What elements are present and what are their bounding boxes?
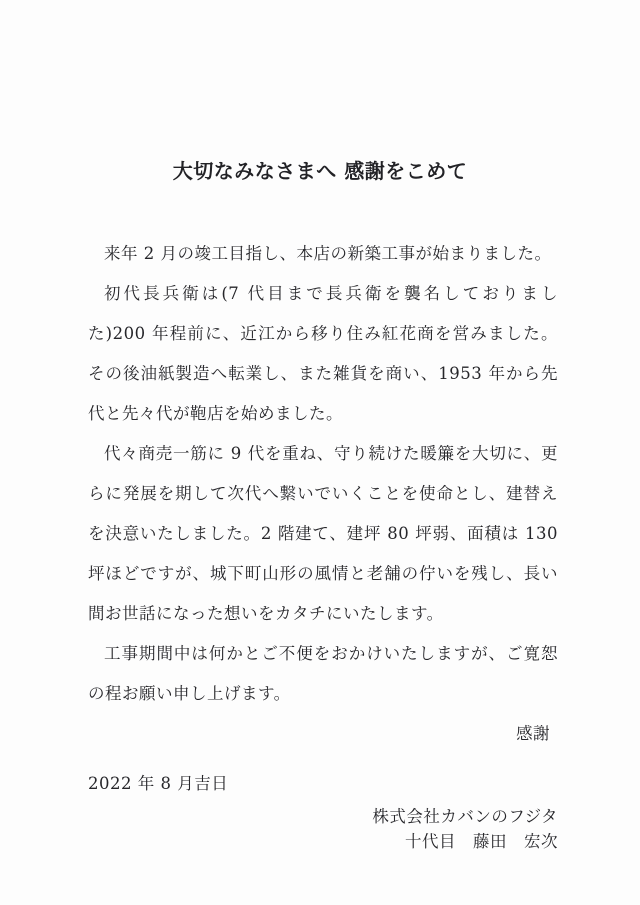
letter-body bbox=[88, 234, 558, 854]
paragraph-apology: 工事期間中は何かとご不便をおかけいたしますが、ご寛恕の程お願い申し上げます。 bbox=[88, 644, 558, 703]
paragraph-history: 初代長兵衛は(7 代目まで長兵衛を襲名しておりました)200 年程前に、近江から移り住み紅花商を営みました。その後油紙製造へ転業し、また雑貨を商い、1953 年から先代と先々代が鞄店を始めました。 bbox=[88, 284, 558, 423]
paragraph-rebuild-decision: 代々商売一筋に 9 代を重ね、守り続けた暖簾を大切に、更らに発展を期して次代へ繋いでいくことを使命とし、建替えを決意いたしました。2 階建て、建坪 80 坪弱、面積は 130 坪ほどですが、城下町山形の風情と老舗の佇いを残し、長い間お世話になった想いをカタチにいたします。 bbox=[88, 444, 558, 623]
company-name: 株式会社カバンのフジタ bbox=[372, 807, 558, 826]
letter-date: 2022 年 8 月吉日 bbox=[88, 774, 229, 793]
closing-word: 感謝 bbox=[516, 724, 550, 743]
paragraph-construction-start: 来年 2 月の竣工目指し、本店の新築工事が始まりました。 bbox=[104, 244, 552, 263]
letter-title: 大切なみなさまへ 感謝をこめて bbox=[172, 159, 468, 183]
signer-name: 十代目 藤田 宏次 bbox=[405, 832, 558, 851]
